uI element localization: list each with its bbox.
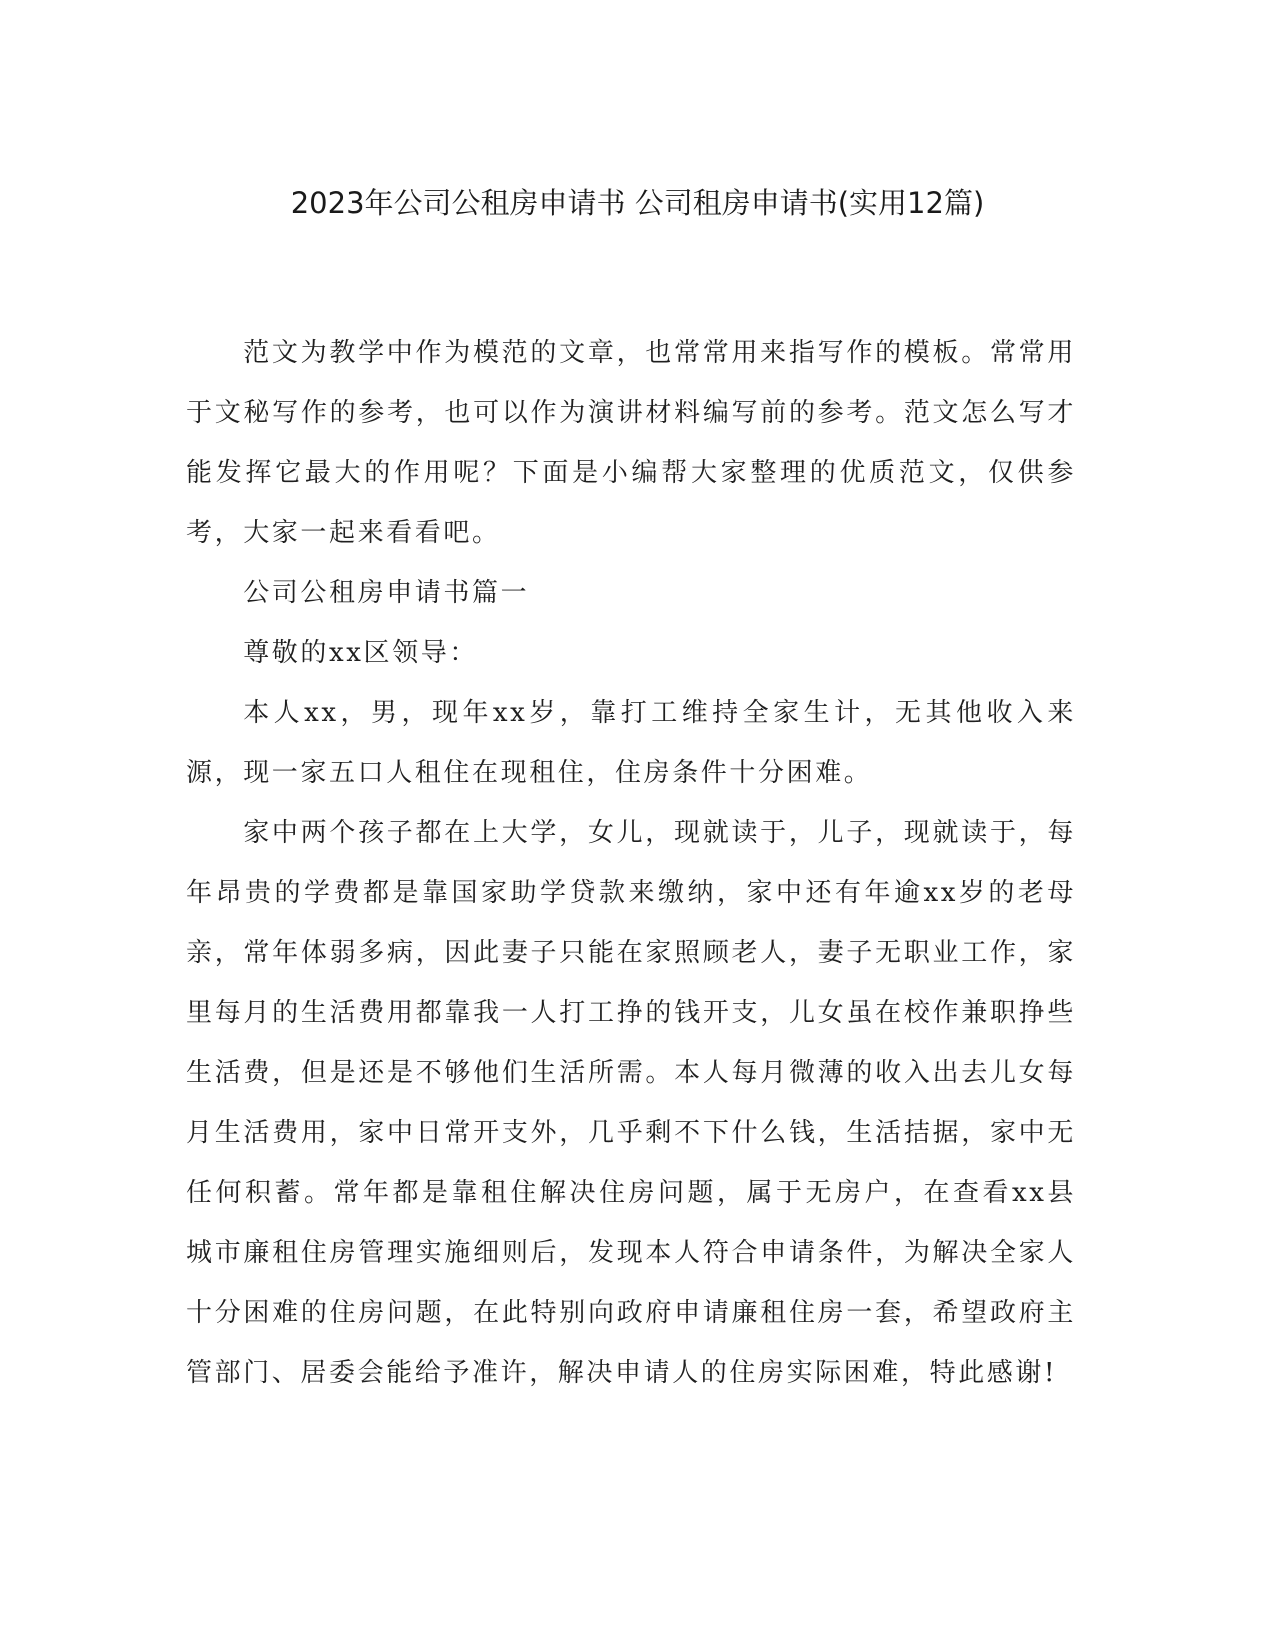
document-title: 2023年公司公租房申请书 公司租房申请书(实用12篇) (290, 186, 985, 220)
document-body (186, 323, 1076, 1403)
section-heading: 公司公租房申请书篇一 (243, 578, 530, 608)
intro-paragraph: 范文为教学中作为模范的文章，也常常用来指写作的模板。常常用于文秘写作的参考，也可以作为演讲材料编写前的参考。范文怎么写才能发挥它最大的作用呢？下面是小编帮大家整理的优质范文，仅供参考，大家一起来看看吧。 (186, 338, 1076, 548)
body-paragraph: 家中两个孩子都在上大学，女儿，现就读于，儿子，现就读于，每年昂贵的学费都是靠国家助学贷款来缴纳，家中还有年逾xx岁的老母亲，常年体弱多病，因此妻子只能在家照顾老人，妻子无职业工作，家里每月的生活费用都靠我一人打工挣的钱开支，儿女虽在校作兼职挣些生活费，但是还是不够他们生活所需。本人每月微薄的收入出去儿女每月生活费用，家中日常开支外，几乎剩不下什么钱，生活拮据，家中无任何积蓄。常年都是靠租住解决住房问题，属于无房户，在查看xx县城市廉租住房管理实施细则后，发现本人符合申请条件，为解决全家人十分困难的住房问题，在此特别向政府申请廉租住房一套，希望政府主管部门、居委会能给予准许，解决申请人的住房实际困难，特此感谢! (186, 818, 1076, 1388)
body-paragraph: 本人xx，男，现年xx岁，靠打工维持全家生计，无其他收入来源，现一家五口人租住在现租住，住房条件十分困难。 (186, 698, 1076, 788)
salutation: 尊敬的xx区领导： (243, 638, 478, 668)
